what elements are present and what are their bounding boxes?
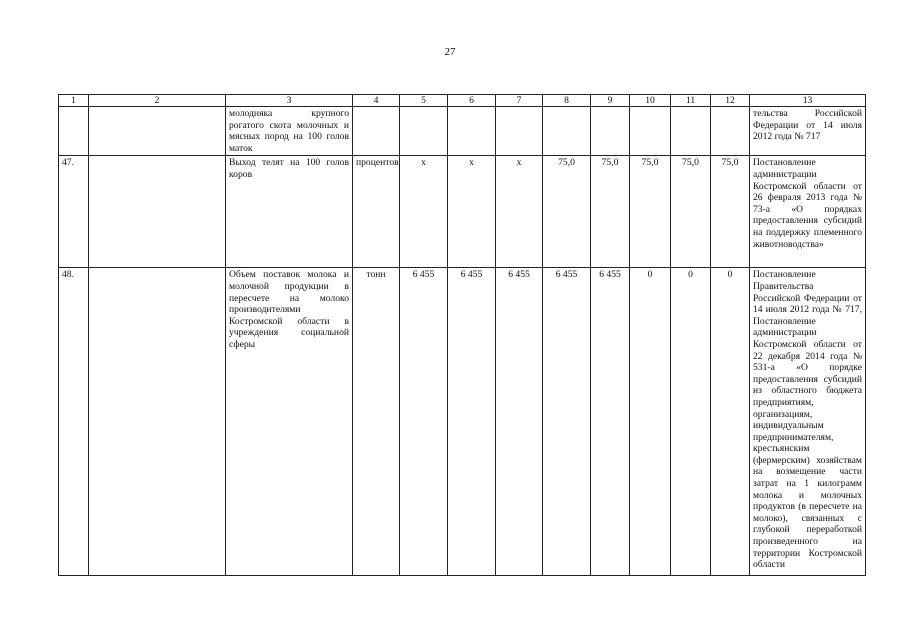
column-number: 3 bbox=[226, 95, 353, 107]
value-cell bbox=[400, 107, 448, 156]
unit: процентов bbox=[353, 156, 400, 268]
table-row bbox=[59, 268, 866, 576]
value-cell bbox=[543, 107, 591, 156]
value-cell bbox=[671, 107, 711, 156]
legal-basis: Постановление администрации Костромской области от 26 февраля 2013 года № 73-а «О порядках предоставления субсидий на поддержку племенного животноводства» bbox=[750, 156, 866, 268]
value-cell bbox=[496, 107, 543, 156]
value-cell bbox=[630, 107, 671, 156]
indicator-name: Выход телят на 100 голов коров bbox=[226, 156, 353, 268]
value-cell: 6 455 bbox=[543, 268, 591, 576]
column-number: 8 bbox=[543, 95, 591, 107]
value-cell: x bbox=[496, 156, 543, 268]
page-number: 27 bbox=[444, 46, 456, 58]
value-cell: 75,0 bbox=[543, 156, 591, 268]
legal-basis: Постановление Правительства Российской Федерации от 14 июля 2012 года № 717, Постановление администрации Костромской области от 22 декабря 2014 года № 531-а «О порядке предоставления субсидий из областного бюджета предприятиям, организациям, индивидуальным предпринимателям, крестьянским (фермерским) хозяйствам на возмещение части затрат на 1 килограмм молока и молочных продуктов (в пересчете на молоко), связанных с глубокой переработкой произведенного на территории Костромской области bbox=[750, 268, 866, 576]
column-number: 5 bbox=[400, 95, 448, 107]
row-number: 47. bbox=[59, 156, 89, 268]
column-number: 11 bbox=[671, 95, 711, 107]
row-number: 48. bbox=[59, 268, 89, 576]
value-cell: 6 455 bbox=[448, 268, 496, 576]
value-cell: 6 455 bbox=[496, 268, 543, 576]
row-col2 bbox=[89, 268, 226, 576]
column-number: 1 bbox=[59, 95, 89, 107]
column-number: 10 bbox=[630, 95, 671, 107]
value-cell: x bbox=[400, 156, 448, 268]
column-number-row bbox=[59, 95, 866, 107]
column-number: 4 bbox=[353, 95, 400, 107]
value-cell: 6 455 bbox=[400, 268, 448, 576]
table-row bbox=[59, 107, 866, 156]
value-cell: 0 bbox=[671, 268, 711, 576]
value-cell: 75,0 bbox=[711, 156, 750, 268]
column-number: 6 bbox=[448, 95, 496, 107]
legal-basis: тельства Российской Федерации от 14 июля 2012 года № 717 bbox=[750, 107, 866, 156]
value-cell: 75,0 bbox=[591, 156, 630, 268]
value-cell: 0 bbox=[711, 268, 750, 576]
value-cell: 0 bbox=[630, 268, 671, 576]
column-number: 2 bbox=[89, 95, 226, 107]
value-cell: x bbox=[448, 156, 496, 268]
indicator-name: Объем поставок молока и молочной продукции в пересчете на молоко производителями Костромской области в учреждения социальной сферы bbox=[226, 268, 353, 576]
column-number: 9 bbox=[591, 95, 630, 107]
indicator-name: молодняка крупного рогатого скота молочных и мясных пород на 100 голов маток bbox=[226, 107, 353, 156]
value-cell: 75,0 bbox=[630, 156, 671, 268]
unit: тонн bbox=[353, 268, 400, 576]
value-cell: 6 455 bbox=[591, 268, 630, 576]
row-col2 bbox=[89, 107, 226, 156]
column-number: 12 bbox=[711, 95, 750, 107]
value-cell: 75,0 bbox=[671, 156, 711, 268]
column-number: 13 bbox=[750, 95, 866, 107]
table-row bbox=[59, 156, 866, 268]
row-col2 bbox=[89, 156, 226, 268]
value-cell bbox=[711, 107, 750, 156]
column-number: 7 bbox=[496, 95, 543, 107]
value-cell bbox=[591, 107, 630, 156]
value-cell bbox=[448, 107, 496, 156]
indicators-table bbox=[58, 94, 866, 576]
unit bbox=[353, 107, 400, 156]
row-number bbox=[59, 107, 89, 156]
